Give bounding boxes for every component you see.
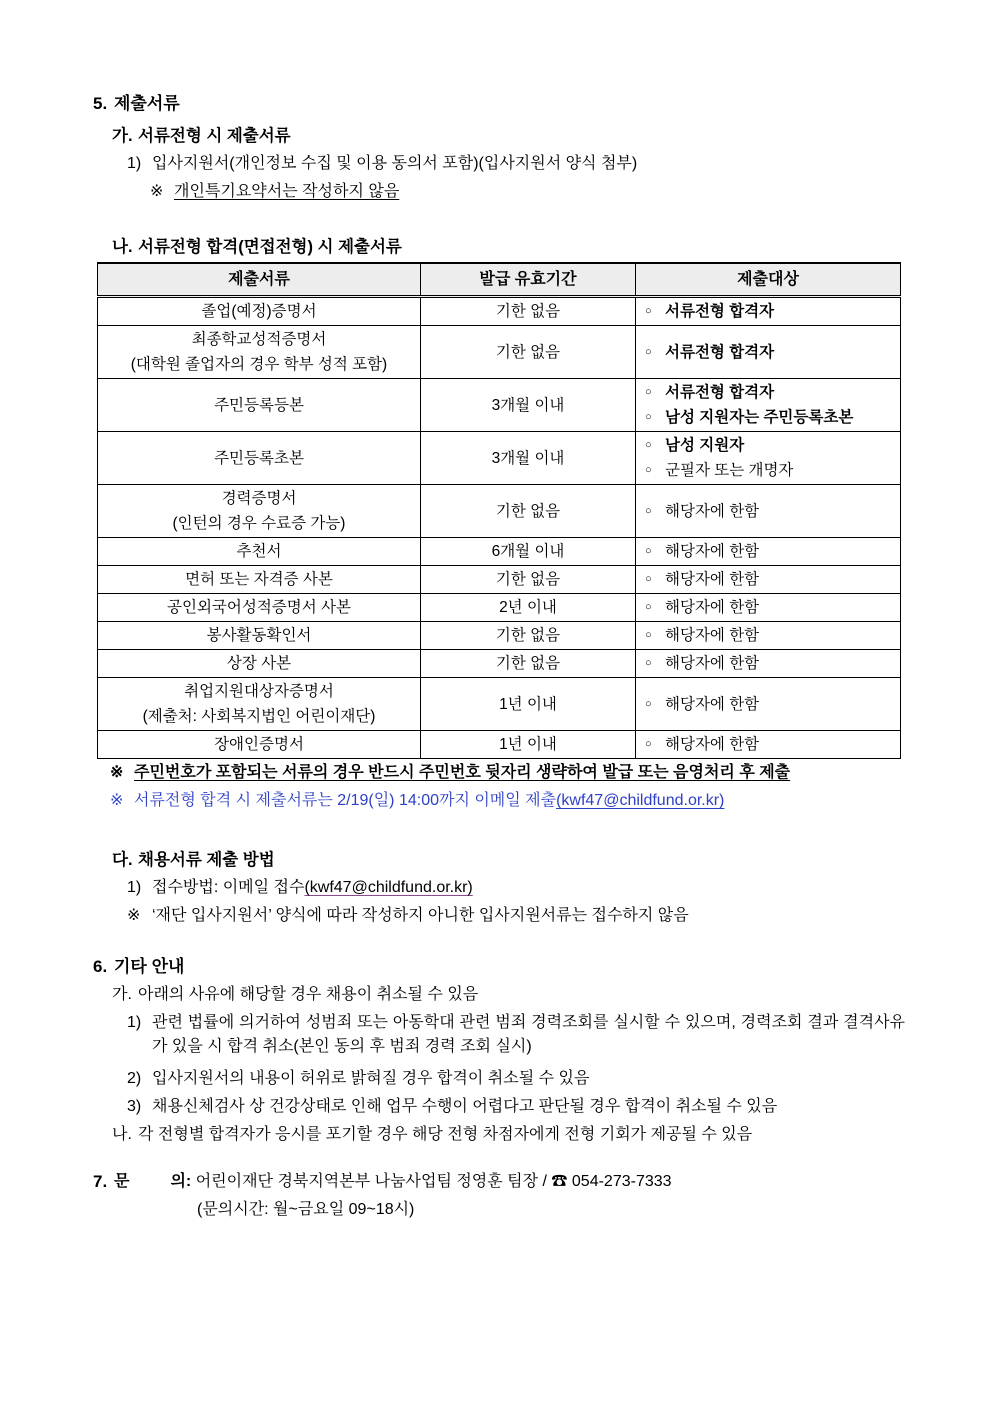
table-row <box>98 731 901 759</box>
circle-bullet-icon: ○ <box>645 657 652 669</box>
section6a-line <box>93 981 905 1009</box>
section5c-note <box>93 902 905 930</box>
section5a-item1-marker: 1) <box>127 155 142 172</box>
document-name-line: 최종학교성적증명서 <box>191 331 327 348</box>
document-name-line: (제출처: 사회복지법인 어린이재단) <box>142 708 376 725</box>
document-name-cell <box>98 297 421 326</box>
section5c-label: 다. <box>112 851 133 869</box>
section6-item3 <box>93 1093 905 1121</box>
document-name-cell <box>98 485 421 538</box>
section5b-title: 서류전형 합격(면접전형) 시 제출서류 <box>138 238 402 256</box>
section5c-item1-marker: 1) <box>127 879 142 896</box>
target-text: 해당자에 한함 <box>665 736 760 753</box>
validity-cell: 기한 없음 <box>421 297 636 326</box>
target-cell <box>636 326 901 379</box>
target-cell <box>636 731 901 759</box>
table-row <box>98 485 901 538</box>
section7-number: 7. <box>93 1172 108 1191</box>
column-header-document: 제출서류 <box>98 263 421 297</box>
target-cell <box>636 379 901 432</box>
validity-cell: 기한 없음 <box>421 566 636 594</box>
table-row <box>98 622 901 650</box>
reference-mark: ※ <box>150 183 164 200</box>
section6a-label: 가. <box>112 986 132 1003</box>
target-text: 남성 지원자 <box>665 437 745 454</box>
validity-cell: 2년 이내 <box>421 594 636 622</box>
document-name-line: (인턴의 경우 수료증 가능) <box>172 515 346 532</box>
validity-cell: 6개월 이내 <box>421 538 636 566</box>
table-row <box>98 432 901 485</box>
circle-bullet-icon: ○ <box>645 464 652 476</box>
reference-mark: ※ <box>127 907 141 924</box>
target-line <box>645 405 897 430</box>
document-name-line: 상장 사본 <box>226 655 292 672</box>
document-name-cell <box>98 432 421 485</box>
section5c-title: 채용서류 제출 방법 <box>138 851 275 869</box>
validity-cell: 1년 이내 <box>421 678 636 731</box>
circle-bullet-icon: ○ <box>645 601 652 613</box>
target-cell <box>636 650 901 678</box>
circle-bullet-icon: ○ <box>645 345 652 358</box>
section6b-label: 나. <box>112 1126 132 1143</box>
circle-bullet-icon: ○ <box>645 545 652 557</box>
section5a-heading <box>93 122 905 150</box>
document-name-line: 추천서 <box>236 543 282 560</box>
section5a-item1-text: 입사지원서(개인정보 수집 및 이용 동의서 포함)(입사지원서 양식 첨부) <box>152 155 638 172</box>
section5c-item1-text: 접수방법: 이메일 접수(kwf47@childfund.or.kr) <box>152 879 473 896</box>
circle-bullet-icon: ○ <box>645 629 652 641</box>
target-text: 서류전형 합격자 <box>665 343 775 361</box>
section7-contact-line <box>93 1168 905 1196</box>
phone-number: 054-273-7333 <box>571 1173 672 1190</box>
table-body <box>98 297 901 759</box>
target-line <box>645 299 897 324</box>
section6-item2 <box>93 1065 905 1093</box>
target-line <box>645 651 897 676</box>
document-name-cell <box>98 379 421 432</box>
table-row <box>98 678 901 731</box>
document-name-cell <box>98 566 421 594</box>
section6-item1 <box>93 1011 905 1059</box>
target-text: 해당자에 한함 <box>665 599 760 616</box>
target-cell <box>636 297 901 326</box>
email-link[interactable]: (kwf47@childfund.or.kr) <box>556 792 725 809</box>
reference-mark: ※ <box>110 792 124 809</box>
section5a-label: 가. <box>112 127 133 145</box>
target-line <box>645 458 897 483</box>
document-name-line: 주민등록등본 <box>214 396 304 414</box>
section6-item3-text: 채용신체검사 상 건강상태로 인해 업무 수행이 어렵다고 판단될 경우 합격이 취소될 수 있음 <box>152 1098 778 1115</box>
document-name-line: 경력증명서 <box>221 490 297 507</box>
target-cell <box>636 432 901 485</box>
section6b-text: 각 전형별 합격자가 응시를 포기할 경우 해당 전형 차점자에게 전형 기회가 제공될 수 있음 <box>138 1126 753 1143</box>
section5-heading <box>93 90 905 118</box>
circle-bullet-icon: ○ <box>645 738 652 750</box>
table-note-privacy-text: 주민번호가 포함되는 서류의 경우 반드시 주민번호 뒷자리 생략하여 발급 또는 음영처리 후 제출 <box>134 764 791 781</box>
document-name-line: 주민등록초본 <box>214 449 304 467</box>
section6-item2-marker: 2) <box>127 1070 142 1087</box>
target-text: 서류전형 합격자 <box>665 303 775 320</box>
target-cell <box>636 594 901 622</box>
section7-hours-line <box>93 1196 905 1224</box>
validity-cell: 기한 없음 <box>421 650 636 678</box>
target-line <box>645 732 897 757</box>
section5c-note-text: ‘재단 입사지원서’ 양식에 따라 작성하지 아니한 입사지원서류는 접수하지 않음 <box>152 907 689 924</box>
target-line <box>645 499 897 524</box>
document-name-line: 봉사활동확인서 <box>206 627 312 644</box>
document-name-cell <box>98 650 421 678</box>
section6a-text: 아래의 사유에 해당할 경우 채용이 취소될 수 있음 <box>138 986 479 1003</box>
section6-item2-text: 입사지원서의 내용이 허위로 밝혀질 경우 합격이 취소될 수 있음 <box>152 1070 590 1087</box>
target-cell <box>636 566 901 594</box>
section6-number: 6. <box>93 957 108 976</box>
submission-documents-table <box>97 262 901 759</box>
validity-cell: 기한 없음 <box>421 326 636 379</box>
section6b-line <box>93 1121 905 1149</box>
target-line <box>645 380 897 405</box>
section6-heading <box>93 953 905 981</box>
target-text: 서류전형 합격자 <box>665 384 775 401</box>
section6-item3-marker: 3) <box>127 1098 142 1115</box>
section5-number: 5. <box>93 94 108 113</box>
circle-bullet-icon: ○ <box>645 386 652 398</box>
section5a-title: 서류전형 시 제출서류 <box>138 127 291 145</box>
circle-bullet-icon: ○ <box>645 305 652 317</box>
table-row <box>98 379 901 432</box>
circle-bullet-icon: ○ <box>645 439 652 451</box>
target-cell <box>636 485 901 538</box>
document-name-cell <box>98 326 421 379</box>
target-cell <box>636 622 901 650</box>
validity-cell: 3개월 이내 <box>421 379 636 432</box>
section5c-item1 <box>93 874 905 902</box>
column-header-validity: 발급 유효기간 <box>421 263 636 297</box>
target-line <box>645 539 897 564</box>
target-text: 해당자에 한함 <box>665 695 760 713</box>
target-cell <box>636 538 901 566</box>
document-name-cell <box>98 678 421 731</box>
circle-bullet-icon: ○ <box>645 697 652 710</box>
document-name-cell <box>98 731 421 759</box>
phone-icon: ☎ <box>551 1173 568 1190</box>
target-line <box>645 623 897 648</box>
contact-hours: (문의시간: 월~금요일 09~18시) <box>197 1201 415 1218</box>
document-name-cell <box>98 622 421 650</box>
document-name-line: 졸업(예정)증명서 <box>201 303 317 320</box>
validity-cell: 3개월 이내 <box>421 432 636 485</box>
circle-bullet-icon: ○ <box>645 504 652 517</box>
section6-title: 기타 안내 <box>114 957 185 976</box>
section5c-heading <box>93 846 905 874</box>
section7-text: 문 의: 어린이재단 경북지역본부 나눔사업팀 정영훈 팀장 / ☎ 054-273-7333 <box>114 1173 672 1190</box>
section6-item1-marker: 1) <box>127 1014 142 1031</box>
section5a-item1 <box>93 150 905 178</box>
target-line <box>645 433 897 458</box>
validity-cell: 기한 없음 <box>421 485 636 538</box>
target-text: 해당자에 한함 <box>665 627 760 644</box>
email-link[interactable]: (kwf47@childfund.or.kr) <box>304 879 473 896</box>
document-name-line: 장애인증명서 <box>214 736 304 753</box>
table-row <box>98 566 901 594</box>
section5a-note <box>93 178 905 206</box>
reference-mark: ※ <box>110 764 124 781</box>
table-note-deadline-text: 서류전형 합격 시 제출서류는 2/19(일) 14:00까지 이메일 제출(kwf47@childfund.or.kr) <box>134 792 725 809</box>
table-row <box>98 650 901 678</box>
target-text: 해당자에 한함 <box>665 655 760 672</box>
target-line <box>645 595 897 620</box>
section5b-heading <box>93 233 905 261</box>
document-name-line: 취업지원대상자증명서 <box>184 683 334 700</box>
section6-item1-text: 관련 법률에 의거하여 성범죄 또는 아동학대 관련 범죄 경력조회를 실시할 수 있으며, 경력조회 결과 결격사유가 있을 시 합격 취소(본인 동의 후 범죄 경력 조회 실시) <box>152 1014 905 1055</box>
table-note-privacy <box>93 759 905 787</box>
target-line <box>645 340 897 365</box>
column-header-target: 제출대상 <box>636 263 901 297</box>
target-cell <box>636 678 901 731</box>
target-text: 해당자에 한함 <box>665 571 760 588</box>
document-name-line: 공인외국어성적증명서 사본 <box>167 599 351 616</box>
validity-cell: 1년 이내 <box>421 731 636 759</box>
target-text: 군필자 또는 개명자 <box>665 462 794 479</box>
document-name-cell <box>98 538 421 566</box>
circle-bullet-icon: ○ <box>645 411 652 423</box>
target-line <box>645 692 897 717</box>
section5a-note-text: 개인특기요약서는 작성하지 않음 <box>174 183 400 200</box>
section5b-label: 나. <box>112 238 133 256</box>
table-note-deadline <box>93 787 905 815</box>
document-name-cell <box>98 594 421 622</box>
validity-cell: 기한 없음 <box>421 622 636 650</box>
target-line <box>645 567 897 592</box>
table-row <box>98 297 901 326</box>
table-row <box>98 538 901 566</box>
circle-bullet-icon: ○ <box>645 573 652 585</box>
target-text: 해당자에 한함 <box>665 543 760 560</box>
table-row <box>98 594 901 622</box>
document-name-line: (대학원 졸업자의 경우 학부 성적 포함) <box>130 356 388 373</box>
section5-title: 제출서류 <box>114 94 180 113</box>
target-text: 해당자에 한함 <box>665 502 760 520</box>
target-text: 남성 지원자는 주민등록초본 <box>665 409 854 426</box>
table-row <box>98 326 901 379</box>
table-header-row <box>98 263 901 297</box>
document-name-line: 면허 또는 자격증 사본 <box>185 571 333 588</box>
